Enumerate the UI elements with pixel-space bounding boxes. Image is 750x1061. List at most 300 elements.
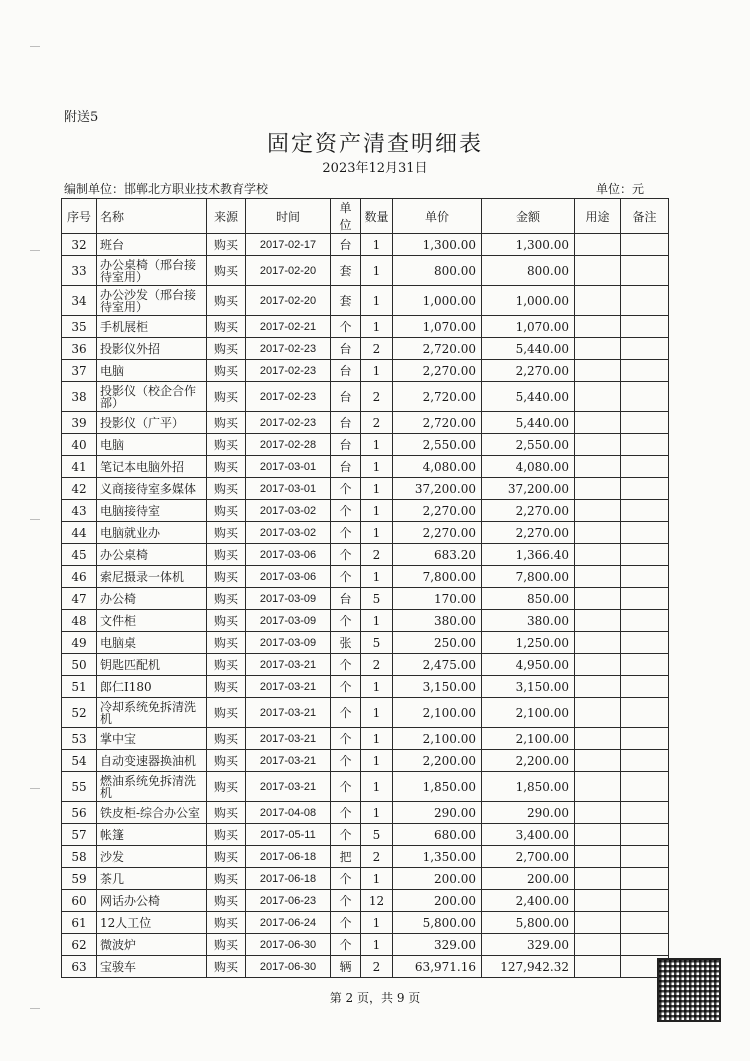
- cell-name: 电脑接待室: [97, 500, 207, 522]
- cell-qty: 12: [361, 890, 393, 912]
- cell-source: 购买: [207, 728, 246, 750]
- cell-use: [575, 610, 621, 632]
- table-row: [62, 478, 669, 500]
- cell-qty: 1: [361, 478, 393, 500]
- cell-unit: 套: [331, 286, 361, 316]
- cell-source: 购买: [207, 654, 246, 676]
- cell-amount: 4,950.00: [482, 654, 575, 676]
- cell-unit: 台: [331, 360, 361, 382]
- cell-unit: 台: [331, 382, 361, 412]
- cell-use: [575, 654, 621, 676]
- cell-price: 200.00: [393, 868, 482, 890]
- cell-source: 购买: [207, 610, 246, 632]
- cell-amount: 2,270.00: [482, 522, 575, 544]
- cell-use: [575, 750, 621, 772]
- scan-edge-mark: [30, 519, 40, 520]
- cell-name: 文件柜: [97, 610, 207, 632]
- cell-qty: 5: [361, 824, 393, 846]
- cell-qty: 1: [361, 610, 393, 632]
- cell-name: 手机展柜: [97, 316, 207, 338]
- cell-date: 2017-03-06: [246, 566, 331, 588]
- asset-table: [61, 198, 669, 978]
- table-row: [62, 610, 669, 632]
- cell-source: 购买: [207, 772, 246, 802]
- cell-unit: 套: [331, 256, 361, 286]
- cell-unit: 台: [331, 456, 361, 478]
- cell-unit: 个: [331, 728, 361, 750]
- cell-note: [621, 522, 669, 544]
- cell-date: 2017-03-21: [246, 654, 331, 676]
- cell-use: [575, 234, 621, 256]
- cell-amount: 2,200.00: [482, 750, 575, 772]
- cell-source: 购买: [207, 360, 246, 382]
- cell-qty: 2: [361, 382, 393, 412]
- organization-label: 编制单位：邯郸北方职业技术教育学校: [64, 182, 269, 196]
- cell-price: 7,800.00: [393, 566, 482, 588]
- cell-date: 2017-06-30: [246, 956, 331, 978]
- cell-date: 2017-03-09: [246, 588, 331, 610]
- table-row: [62, 588, 669, 610]
- cell-use: [575, 728, 621, 750]
- cell-note: [621, 566, 669, 588]
- cell-note: [621, 456, 669, 478]
- cell-use: [575, 338, 621, 360]
- cell-name: 网话办公椅: [97, 890, 207, 912]
- cell-price: 1,350.00: [393, 846, 482, 868]
- cell-unit: 个: [331, 676, 361, 698]
- cell-source: 购买: [207, 234, 246, 256]
- cell-no: 55: [62, 772, 97, 802]
- cell-source: 购买: [207, 846, 246, 868]
- cell-use: [575, 360, 621, 382]
- cell-price: 63,971.16: [393, 956, 482, 978]
- cell-no: 42: [62, 478, 97, 500]
- cell-source: 购买: [207, 750, 246, 772]
- col-header-source: 来源: [207, 199, 246, 234]
- cell-note: [621, 750, 669, 772]
- col-header-no: 序号: [62, 199, 97, 234]
- cell-note: [621, 698, 669, 728]
- table-row: [62, 412, 669, 434]
- cell-unit: 个: [331, 934, 361, 956]
- cell-name: 办公桌椅: [97, 544, 207, 566]
- page-number: 第 2 页，共 9 页: [329, 991, 421, 1005]
- cell-note: [621, 434, 669, 456]
- cell-price: 5,800.00: [393, 912, 482, 934]
- cell-name: 自动变速器换油机: [97, 750, 207, 772]
- cell-note: [621, 610, 669, 632]
- cell-source: 购买: [207, 544, 246, 566]
- cell-name: 办公桌椅（邢台接待室用）: [97, 256, 207, 286]
- cell-source: 购买: [207, 868, 246, 890]
- col-header-use: 用途: [575, 199, 621, 234]
- cell-qty: 1: [361, 676, 393, 698]
- cell-amount: 127,942.32: [482, 956, 575, 978]
- cell-amount: 2,700.00: [482, 846, 575, 868]
- table-row: [62, 500, 669, 522]
- cell-price: 170.00: [393, 588, 482, 610]
- cell-qty: 1: [361, 256, 393, 286]
- cell-price: 680.00: [393, 824, 482, 846]
- cell-note: [621, 256, 669, 286]
- cell-no: 44: [62, 522, 97, 544]
- cell-use: [575, 256, 621, 286]
- cell-no: 40: [62, 434, 97, 456]
- cell-use: [575, 934, 621, 956]
- table-row: [62, 956, 669, 978]
- table-header-row: [62, 199, 669, 234]
- cell-note: [621, 478, 669, 500]
- cell-price: 2,200.00: [393, 750, 482, 772]
- cell-note: [621, 500, 669, 522]
- cell-no: 48: [62, 610, 97, 632]
- cell-date: 2017-02-21: [246, 316, 331, 338]
- cell-unit: 个: [331, 772, 361, 802]
- cell-price: 1,000.00: [393, 286, 482, 316]
- cell-qty: 1: [361, 234, 393, 256]
- cell-qty: 1: [361, 698, 393, 728]
- table-row: [62, 434, 669, 456]
- cell-no: 37: [62, 360, 97, 382]
- col-header-note: 备注: [621, 199, 669, 234]
- table-row: [62, 934, 669, 956]
- cell-source: 购买: [207, 824, 246, 846]
- cell-use: [575, 824, 621, 846]
- cell-date: 2017-03-21: [246, 772, 331, 802]
- cell-no: 59: [62, 868, 97, 890]
- cell-amount: 37,200.00: [482, 478, 575, 500]
- cell-price: 329.00: [393, 934, 482, 956]
- cell-date: 2017-06-24: [246, 912, 331, 934]
- cell-date: 2017-05-11: [246, 824, 331, 846]
- cell-amount: 1,250.00: [482, 632, 575, 654]
- cell-name: 钥匙匹配机: [97, 654, 207, 676]
- cell-use: [575, 382, 621, 412]
- cell-name: 办公椅: [97, 588, 207, 610]
- cell-qty: 1: [361, 360, 393, 382]
- table-row: [62, 522, 669, 544]
- cell-source: 购买: [207, 412, 246, 434]
- cell-use: [575, 912, 621, 934]
- cell-unit: 个: [331, 610, 361, 632]
- cell-qty: 1: [361, 286, 393, 316]
- cell-date: 2017-03-21: [246, 750, 331, 772]
- cell-qty: 1: [361, 934, 393, 956]
- cell-amount: 5,440.00: [482, 412, 575, 434]
- scan-edge-mark: [30, 46, 40, 47]
- cell-amount: 1,000.00: [482, 286, 575, 316]
- cell-qty: 2: [361, 338, 393, 360]
- table-row: [62, 868, 669, 890]
- cell-name: 索尼摄录一体机: [97, 566, 207, 588]
- cell-price: 2,270.00: [393, 522, 482, 544]
- cell-source: 购买: [207, 956, 246, 978]
- cell-amount: 3,150.00: [482, 676, 575, 698]
- cell-note: [621, 912, 669, 934]
- cell-date: 2017-03-06: [246, 544, 331, 566]
- cell-no: 47: [62, 588, 97, 610]
- cell-date: 2017-03-01: [246, 456, 331, 478]
- cell-note: [621, 544, 669, 566]
- cell-amount: 5,440.00: [482, 338, 575, 360]
- cell-date: 2017-02-17: [246, 234, 331, 256]
- cell-no: 49: [62, 632, 97, 654]
- cell-note: [621, 654, 669, 676]
- cell-amount: 3,400.00: [482, 824, 575, 846]
- scan-edge-mark: [30, 788, 40, 789]
- cell-amount: 5,800.00: [482, 912, 575, 934]
- cell-source: 购买: [207, 566, 246, 588]
- cell-qty: 2: [361, 846, 393, 868]
- cell-no: 51: [62, 676, 97, 698]
- cell-name: 办公沙发（邢台接待室用）: [97, 286, 207, 316]
- cell-unit: 台: [331, 234, 361, 256]
- cell-source: 购买: [207, 934, 246, 956]
- cell-note: [621, 824, 669, 846]
- cell-no: 36: [62, 338, 97, 360]
- cell-note: [621, 802, 669, 824]
- cell-date: 2017-03-09: [246, 632, 331, 654]
- currency-unit-label: 单位：元: [596, 182, 645, 196]
- cell-note: [621, 234, 669, 256]
- cell-no: 32: [62, 234, 97, 256]
- table-row: [62, 676, 669, 698]
- cell-note: [621, 316, 669, 338]
- cell-note: [621, 772, 669, 802]
- cell-source: 购买: [207, 382, 246, 412]
- cell-no: 39: [62, 412, 97, 434]
- cell-date: 2017-04-08: [246, 802, 331, 824]
- cell-unit: 个: [331, 544, 361, 566]
- cell-qty: 1: [361, 522, 393, 544]
- table-row: [62, 382, 669, 412]
- col-header-name: 名称: [97, 199, 207, 234]
- cell-name: 投影仪（广平）: [97, 412, 207, 434]
- cell-use: [575, 632, 621, 654]
- cell-date: 2017-02-28: [246, 434, 331, 456]
- cell-unit: 个: [331, 868, 361, 890]
- cell-qty: 1: [361, 868, 393, 890]
- cell-amount: 200.00: [482, 868, 575, 890]
- cell-unit: 辆: [331, 956, 361, 978]
- cell-amount: 2,100.00: [482, 728, 575, 750]
- cell-date: 2017-02-23: [246, 360, 331, 382]
- cell-qty: 1: [361, 316, 393, 338]
- cell-amount: 380.00: [482, 610, 575, 632]
- cell-name: 电脑就业办: [97, 522, 207, 544]
- cell-qty: 2: [361, 956, 393, 978]
- cell-no: 34: [62, 286, 97, 316]
- cell-use: [575, 772, 621, 802]
- cell-use: [575, 412, 621, 434]
- cell-amount: 2,100.00: [482, 698, 575, 728]
- cell-amount: 1,366.40: [482, 544, 575, 566]
- cell-price: 2,475.00: [393, 654, 482, 676]
- cell-note: [621, 846, 669, 868]
- cell-amount: 329.00: [482, 934, 575, 956]
- table-row: [62, 566, 669, 588]
- cell-price: 2,100.00: [393, 698, 482, 728]
- cell-use: [575, 286, 621, 316]
- cell-source: 购买: [207, 286, 246, 316]
- cell-price: 4,080.00: [393, 456, 482, 478]
- cell-price: 250.00: [393, 632, 482, 654]
- cell-note: [621, 338, 669, 360]
- cell-name: 投影仪外招: [97, 338, 207, 360]
- cell-price: 2,550.00: [393, 434, 482, 456]
- cell-amount: 1,300.00: [482, 234, 575, 256]
- cell-no: 63: [62, 956, 97, 978]
- cell-unit: 台: [331, 434, 361, 456]
- cell-note: [621, 382, 669, 412]
- cell-qty: 1: [361, 750, 393, 772]
- table-row: [62, 824, 669, 846]
- cell-no: 58: [62, 846, 97, 868]
- cell-no: 35: [62, 316, 97, 338]
- cell-note: [621, 868, 669, 890]
- cell-source: 购买: [207, 500, 246, 522]
- cell-name: 电脑: [97, 360, 207, 382]
- cell-note: [621, 676, 669, 698]
- cell-unit: 个: [331, 890, 361, 912]
- cell-date: 2017-02-23: [246, 412, 331, 434]
- cell-source: 购买: [207, 338, 246, 360]
- cell-name: 郎仁I180: [97, 676, 207, 698]
- cell-amount: 4,080.00: [482, 456, 575, 478]
- cell-source: 购买: [207, 890, 246, 912]
- cell-qty: 1: [361, 728, 393, 750]
- table-row: [62, 456, 669, 478]
- cell-note: [621, 360, 669, 382]
- cell-name: 义商接待室多媒体: [97, 478, 207, 500]
- table-row: [62, 728, 669, 750]
- cell-no: 50: [62, 654, 97, 676]
- cell-amount: 290.00: [482, 802, 575, 824]
- cell-qty: 1: [361, 500, 393, 522]
- table-row: [62, 912, 669, 934]
- table-row: [62, 256, 669, 286]
- table-row: [62, 772, 669, 802]
- cell-date: 2017-03-21: [246, 728, 331, 750]
- cell-use: [575, 478, 621, 500]
- cell-price: 2,720.00: [393, 382, 482, 412]
- cell-qty: 1: [361, 772, 393, 802]
- cell-use: [575, 566, 621, 588]
- cell-qty: 2: [361, 654, 393, 676]
- cell-name: 电脑: [97, 434, 207, 456]
- cell-source: 购买: [207, 522, 246, 544]
- cell-note: [621, 890, 669, 912]
- scan-edge-mark: [30, 1008, 40, 1009]
- cell-source: 购买: [207, 316, 246, 338]
- cell-qty: 2: [361, 412, 393, 434]
- cell-amount: 2,270.00: [482, 360, 575, 382]
- cell-source: 购买: [207, 676, 246, 698]
- cell-qty: 2: [361, 544, 393, 566]
- cell-name: 茶几: [97, 868, 207, 890]
- cell-price: 2,100.00: [393, 728, 482, 750]
- cell-amount: 1,070.00: [482, 316, 575, 338]
- cell-use: [575, 846, 621, 868]
- cell-unit: 个: [331, 478, 361, 500]
- cell-use: [575, 544, 621, 566]
- cell-amount: 2,400.00: [482, 890, 575, 912]
- cell-source: 购买: [207, 588, 246, 610]
- cell-price: 3,150.00: [393, 676, 482, 698]
- cell-unit: 个: [331, 654, 361, 676]
- col-header-date: 时间: [246, 199, 331, 234]
- table-row: [62, 802, 669, 824]
- cell-price: 1,300.00: [393, 234, 482, 256]
- cell-no: 46: [62, 566, 97, 588]
- cell-source: 购买: [207, 698, 246, 728]
- cell-no: 41: [62, 456, 97, 478]
- cell-unit: 张: [331, 632, 361, 654]
- cell-name: 掌中宝: [97, 728, 207, 750]
- cell-note: [621, 632, 669, 654]
- table-row: [62, 286, 669, 316]
- cell-unit: 个: [331, 316, 361, 338]
- cell-unit: 个: [331, 698, 361, 728]
- cell-use: [575, 500, 621, 522]
- cell-price: 2,270.00: [393, 360, 482, 382]
- cell-unit: 个: [331, 824, 361, 846]
- cell-price: 683.20: [393, 544, 482, 566]
- attachment-label: 附送5: [64, 110, 99, 125]
- cell-unit: 个: [331, 802, 361, 824]
- cell-name: 电脑桌: [97, 632, 207, 654]
- table-row: [62, 632, 669, 654]
- cell-no: 45: [62, 544, 97, 566]
- cell-qty: 5: [361, 632, 393, 654]
- cell-source: 购买: [207, 632, 246, 654]
- col-header-price: 单价: [393, 199, 482, 234]
- cell-unit: 个: [331, 500, 361, 522]
- cell-date: 2017-03-02: [246, 522, 331, 544]
- document-date: 2023年12月31日: [322, 161, 428, 176]
- cell-amount: 800.00: [482, 256, 575, 286]
- cell-price: 380.00: [393, 610, 482, 632]
- table-row: [62, 234, 669, 256]
- cell-use: [575, 802, 621, 824]
- cell-unit: 个: [331, 912, 361, 934]
- cell-note: [621, 934, 669, 956]
- cell-use: [575, 522, 621, 544]
- cell-unit: 台: [331, 588, 361, 610]
- cell-no: 52: [62, 698, 97, 728]
- qr-code: [657, 958, 721, 1022]
- cell-note: [621, 728, 669, 750]
- cell-use: [575, 676, 621, 698]
- cell-no: 61: [62, 912, 97, 934]
- scan-edge-mark: [30, 250, 40, 251]
- cell-date: 2017-03-09: [246, 610, 331, 632]
- cell-price: 1,070.00: [393, 316, 482, 338]
- cell-amount: 5,440.00: [482, 382, 575, 412]
- cell-use: [575, 698, 621, 728]
- cell-qty: 1: [361, 434, 393, 456]
- cell-name: 宝骏车: [97, 956, 207, 978]
- cell-no: 53: [62, 728, 97, 750]
- cell-date: 2017-06-30: [246, 934, 331, 956]
- cell-use: [575, 588, 621, 610]
- table-row: [62, 750, 669, 772]
- cell-qty: 1: [361, 802, 393, 824]
- cell-source: 购买: [207, 802, 246, 824]
- cell-date: 2017-02-23: [246, 338, 331, 360]
- cell-no: 38: [62, 382, 97, 412]
- cell-date: 2017-02-23: [246, 382, 331, 412]
